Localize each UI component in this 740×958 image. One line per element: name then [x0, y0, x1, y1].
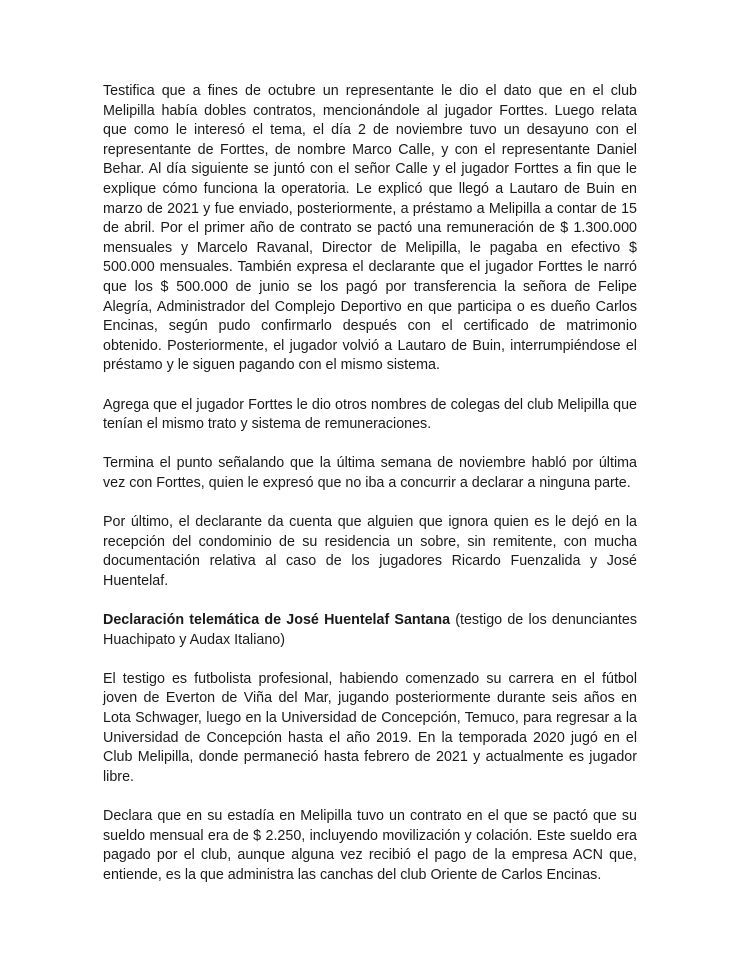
document-body	[103, 82, 637, 905]
paragraph-career: El testigo es futbolista profesional, habiendo comenzado su carrera en el fútbol joven de Everton de Viña del Mar, jugando posteriormente durante seis años en Lota Schwager, luego en la Universidad de Concepción, Temuco, para regresar a la Universidad de Concepción hasta el año 2019. En la temporada 2020 jugó en el Club Melipilla, donde permaneció hasta febrero de 2021 y actualmente es jugador libre.	[103, 670, 637, 785]
declaration-heading-paragraph	[103, 611, 637, 650]
paragraph-other-names: Agrega que el jugador Forttes le dio otros nombres de colegas del club Melipilla que tenían el mismo trato y sistema de remuneraciones.	[103, 396, 637, 433]
declaration-heading: Declaración telemática de José Huentelaf Santana	[103, 612, 451, 629]
paragraph-testimony: Testifica que a fines de octubre un representante le dio el dato que en el club Melipilla había dobles contratos, mencionándole al jugador Forttes. Luego relata que como le interesó el tema, el día 2 de noviembre tuvo un desayuno con el representante de Forttes, de nombre Marco Calle, y con el representante Daniel Behar. Al día siguiente se juntó con el señor Calle y el jugador Forttes a fin que le explique cómo funciona la operatoria. Le explicó que llegó a Lautaro de Buin en marzo de 2021 y fue enviado, posteriormente, a préstamo a Melipilla a contar de 15 de abril. Por el primer año de contrato se pactó una remuneración de $ 1.300.000 mensuales y Marcelo Ravanal, Director de Melipilla, le pagaba en efectivo $ 500.000 mensuales. También expresa el declarante que el jugador Forttes le narró que los $ 500.000 de junio se los pagó por transferencia la señora de Felipe Alegría, Administrador del Complejo Deportivo en que participa o es dueño Carlos Encinas, según pudo confirmarlo después con el certificado de matrimonio obtenido. Posteriormente, el jugador volvió a Lautaro de Buin, interrumpiéndose el préstamo y le siguen pagando con el mismo sistema.	[103, 83, 637, 374]
paragraph-last-week: Termina el punto señalando que la última semana de noviembre habló por última vez con Forttes, quien le expresó que no iba a concurrir a declarar a ninguna parte.	[103, 455, 637, 491]
declaration-subtitle: (testigo de los denunciantes Huachipato y Audax Italiano)	[103, 612, 637, 648]
paragraph-envelope: Por último, el declarante da cuenta que alguien que ignora quien es le dejó en la recepción del condominio de su residencia un sobre, sin remitente, con mucha documentación relativa al caso de los jugadores Ricardo Fuenzalida y José Huentelaf.	[103, 514, 637, 589]
paragraph-salary: Declara que en su estadía en Melipilla tuvo un contrato en el que se pactó que su sueldo mensual era de $ 2.250, incluyendo movilización y colación. Este sueldo era pagado por el club, aunque alguna vez recibió el pago de la empresa ACN que, entiende, es la que administra las canchas del club Oriente de Carlos Encinas.	[103, 807, 637, 883]
